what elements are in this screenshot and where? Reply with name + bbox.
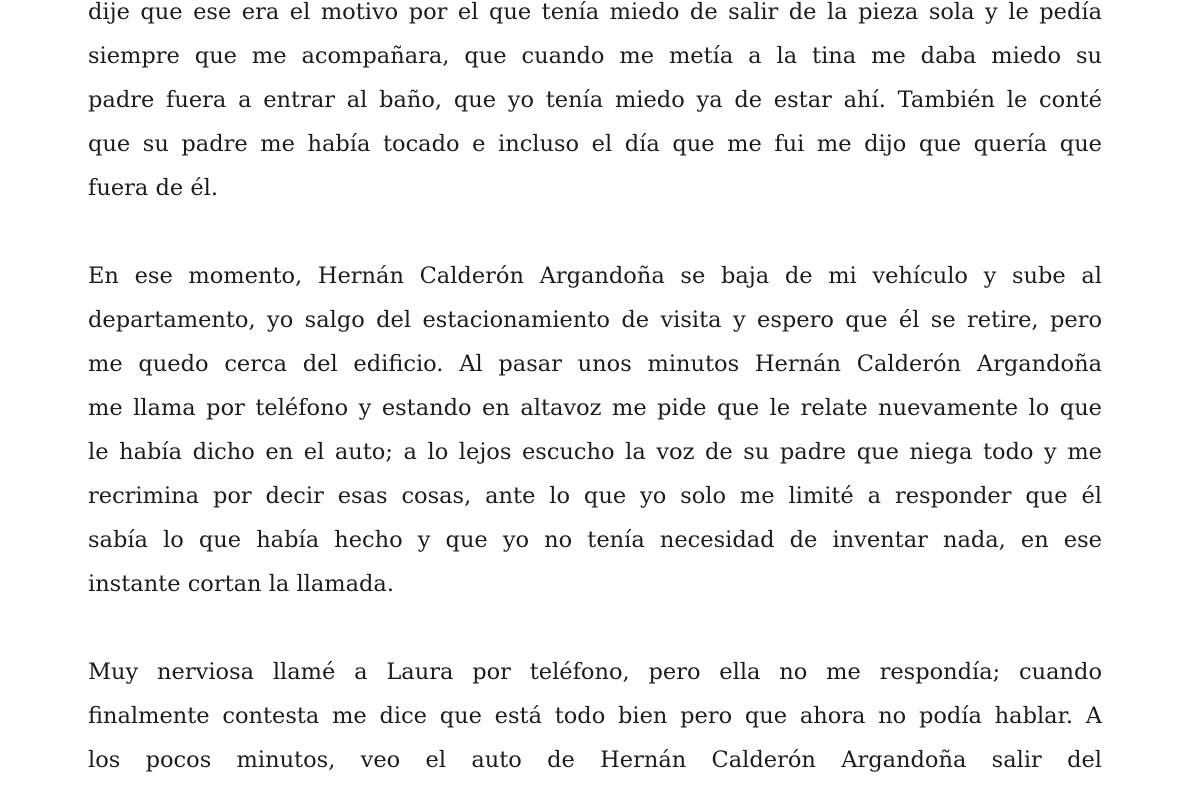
paragraph-spacer — [88, 606, 1102, 650]
text-line: recrimina por decir esas cosas, ante lo que yo solo me limité a responder que él — [88, 483, 1102, 509]
text-line: instante cortan la llamada. — [88, 571, 394, 597]
text-line: siempre que me acompañara, que cuando me metía a la tina me daba miedo su — [88, 43, 1102, 69]
text-line: padre fuera a entrar al baño, que yo tenía miedo ya de estar ahí. También le conté — [88, 87, 1102, 113]
paragraph-spacer — [88, 210, 1102, 254]
text-line: departamento, yo salgo del estacionamiento de visita y espero que él se retire, pero — [88, 307, 1102, 333]
paragraph-1 — [88, 0, 1102, 210]
text-line: finalmente contesta me dice que está todo bien pero que ahora no podía hablar. A — [88, 703, 1102, 729]
text-line: Muy nerviosa llamé a Laura por teléfono, pero ella no me respondía; cuando — [88, 659, 1102, 685]
paragraph-3 — [88, 650, 1102, 782]
text-line: los pocos minutos, veo el auto de Hernán Calderón Argandoña salir del — [88, 747, 1102, 773]
document-page — [88, 0, 1102, 782]
text-line: sabía lo que había hecho y que yo no tenía necesidad de inventar nada, en ese — [88, 527, 1102, 553]
text-line: dije que ese era el motivo por el que tenía miedo de salir de la pieza sola y le pedía — [88, 0, 1102, 25]
text-line: me quedo cerca del edificio. Al pasar unos minutos Hernán Calderón Argandoña — [88, 351, 1102, 377]
text-line: le había dicho en el auto; a lo lejos escucho la voz de su padre que niega todo y me — [88, 439, 1102, 465]
text-line: fuera de él. — [88, 175, 218, 201]
text-line: que su padre me había tocado e incluso el día que me fui me dijo que quería que — [88, 131, 1102, 157]
text-line: me llama por teléfono y estando en altavoz me pide que le relate nuevamente lo que — [88, 395, 1102, 421]
text-line: En ese momento, Hernán Calderón Argandoña se baja de mi vehículo y sube al — [88, 263, 1102, 289]
paragraph-2 — [88, 254, 1102, 606]
